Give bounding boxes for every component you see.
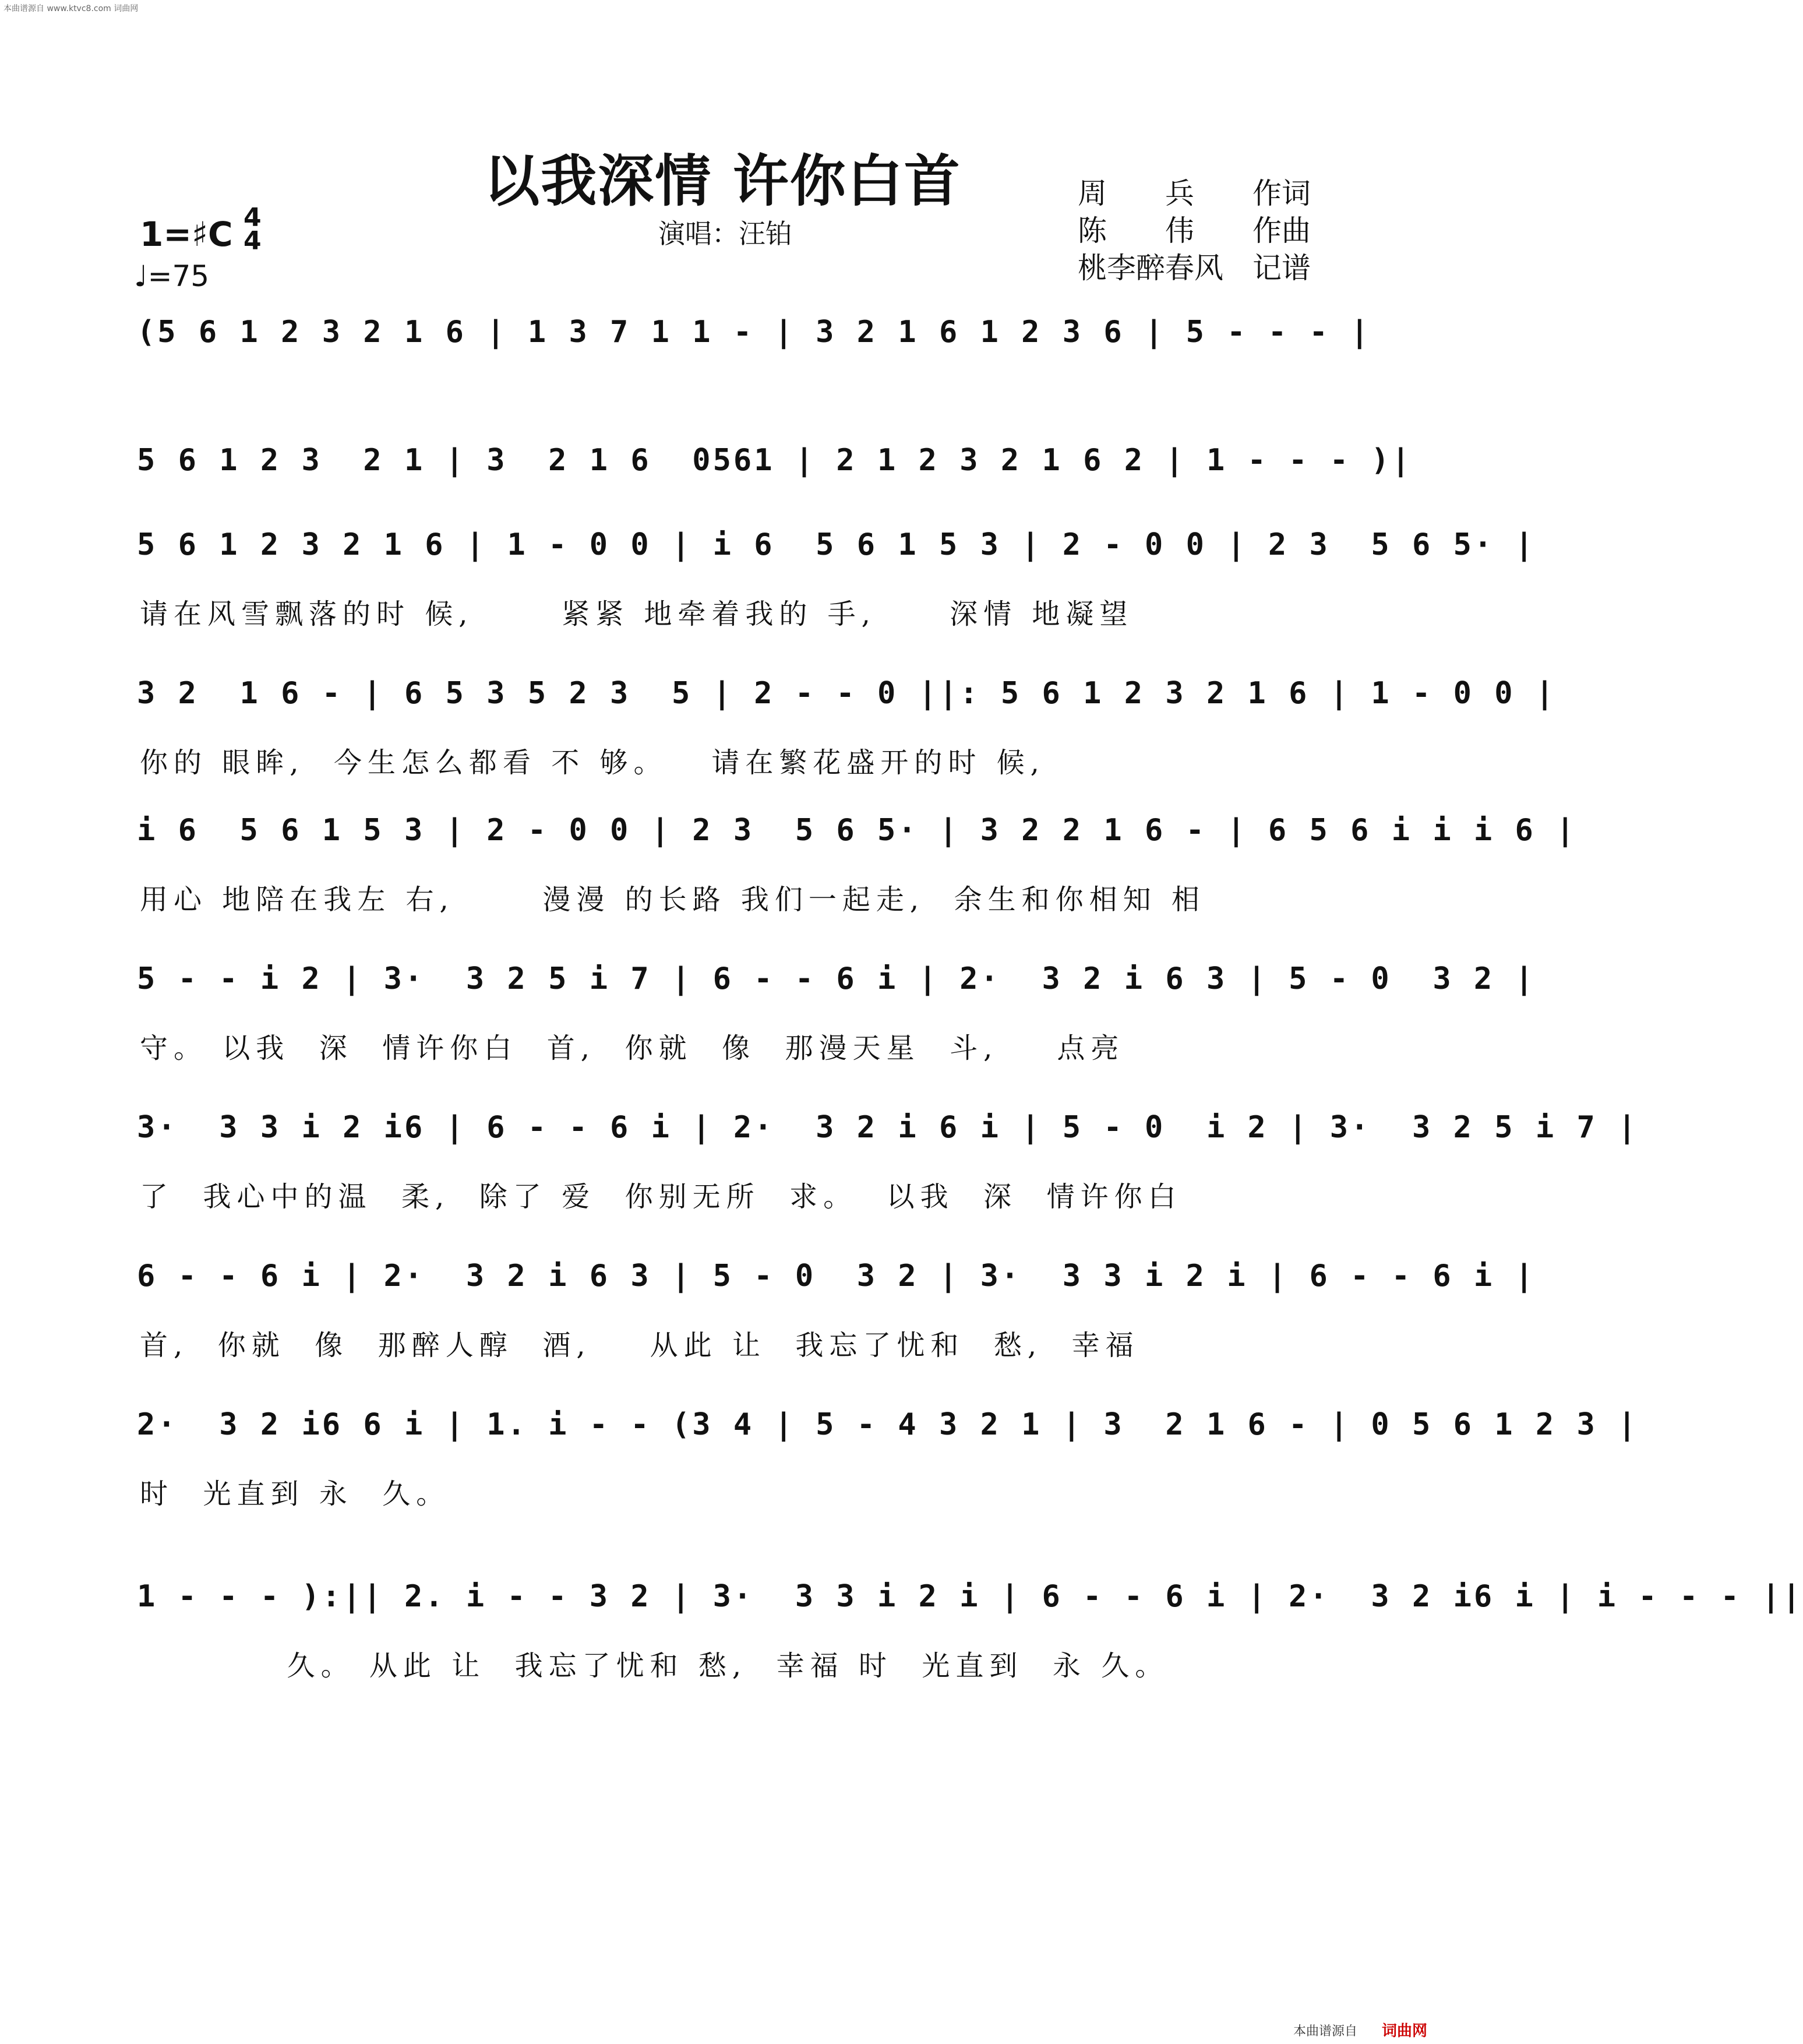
notation-row: i 6 5 6 1 5 3 | 2 - 0 0 | 2 3 5 6 5· | 3 2 2 1 6 - | 6 5 6 i i i 6 | [137, 813, 1577, 848]
notation-row: 3 2 1 6 - | 6 5 3 5 2 3 5 | 2 - - 0 ||: 5 6 1 2 3 2 1 6 | 1 - 0 0 | [137, 676, 1557, 711]
lyric-row: 请在风雪飘落的时 候, 紧紧 地牵着我的 手, 深情 地凝望 [140, 598, 1134, 630]
notation-row: 3· 3 3 i 2 i6 | 6 - - 6 i | 2· 3 2 i 6 i | 5 - 0 i 2 | 3· 3 2 5 i 7 | [137, 1110, 1639, 1145]
notation-row: (5 6 1 2 3 2 1 6 | 1 3 7 1 1 - | 3 2 1 6 1 2 3 6 | 5 - - - | [137, 315, 1371, 350]
lyric-row: 你的 眼眸, 今生怎么都看 不 够。 请在繁花盛开的时 候, [140, 746, 1045, 779]
lyric-row: 用心 地陪在我左 右, 漫漫 的长路 我们一起走, 余生和你相知 相 [140, 883, 1205, 916]
footer-logo: 词曲网 [1381, 2022, 1427, 2040]
tempo-marking: ♩=75 [134, 259, 210, 293]
notation-row: 2· 3 2 i6 6 i | 1. i - - (3 4 | 5 - 4 3 2 1 | 3 2 1 6 - | 0 5 6 1 2 3 | [137, 1407, 1639, 1442]
credit-composer: 陈 伟 作曲 [1078, 214, 1311, 248]
notation-row: 5 6 1 2 3 2 1 6 | 1 - 0 0 | i 6 5 6 1 5 3 | 2 - 0 0 | 2 3 5 6 5· | [137, 527, 1536, 562]
watermark-text: 本曲谱源自 www.ktvc8.com 词曲网 [3, 4, 139, 13]
notation-row: 6 - - 6 i | 2· 3 2 i 6 3 | 5 - 0 3 2 | 3· 3 3 i 2 i | 6 - - 6 i | [137, 1259, 1536, 1294]
credits-block [1078, 175, 1311, 287]
lyric-row: 首, 你就 像 那醉人醇 酒, 从此 让 我忘了忧和 愁, 幸福 [140, 1329, 1139, 1362]
time-signature: 4 4 [244, 203, 262, 256]
lyric-row: 守。 以我 深 情许你白 首, 你就 像 那漫天星 斗, 点亮 [140, 1032, 1125, 1065]
notation-row: 5 6 1 2 3 2 1 | 3 2 1 6 0561 | 2 1 2 3 2 1 6 2 | 1 - - - )| [137, 443, 1413, 478]
lyric-row: 了 我心中的温 柔, 除了 爱 你别无所 求。 以我 深 情许你白 [140, 1180, 1182, 1213]
song-title: 以我深情 许你白首 [484, 148, 961, 214]
notation-row: 5 - - i 2 | 3· 3 2 5 i 7 | 6 - - 6 i | 2· 3 2 i 6 3 | 5 - 0 3 2 | [137, 961, 1536, 996]
lyric-row: 时 光直到 永 久。 [140, 1478, 450, 1510]
footer-source: 本曲谱源自 [1293, 2024, 1357, 2039]
credit-lyricist: 周 兵 作词 [1078, 177, 1311, 210]
singer-label: 演唱：汪铂 [658, 218, 792, 249]
credit-transcriber: 桃李醉春风 记谱 [1078, 251, 1311, 285]
notation-row: 1 - - - ):|| 2. i - - 3 2 | 3· 3 3 i 2 i | 6 - - 6 i | 2· 3 2 i6 i | i - - - || [137, 1579, 1803, 1614]
lyric-row: 久。 从此 让 我忘了忧和 愁, 幸福 时 光直到 永 久。 [140, 1650, 1169, 1682]
key-signature: 1=♯C [140, 214, 233, 254]
